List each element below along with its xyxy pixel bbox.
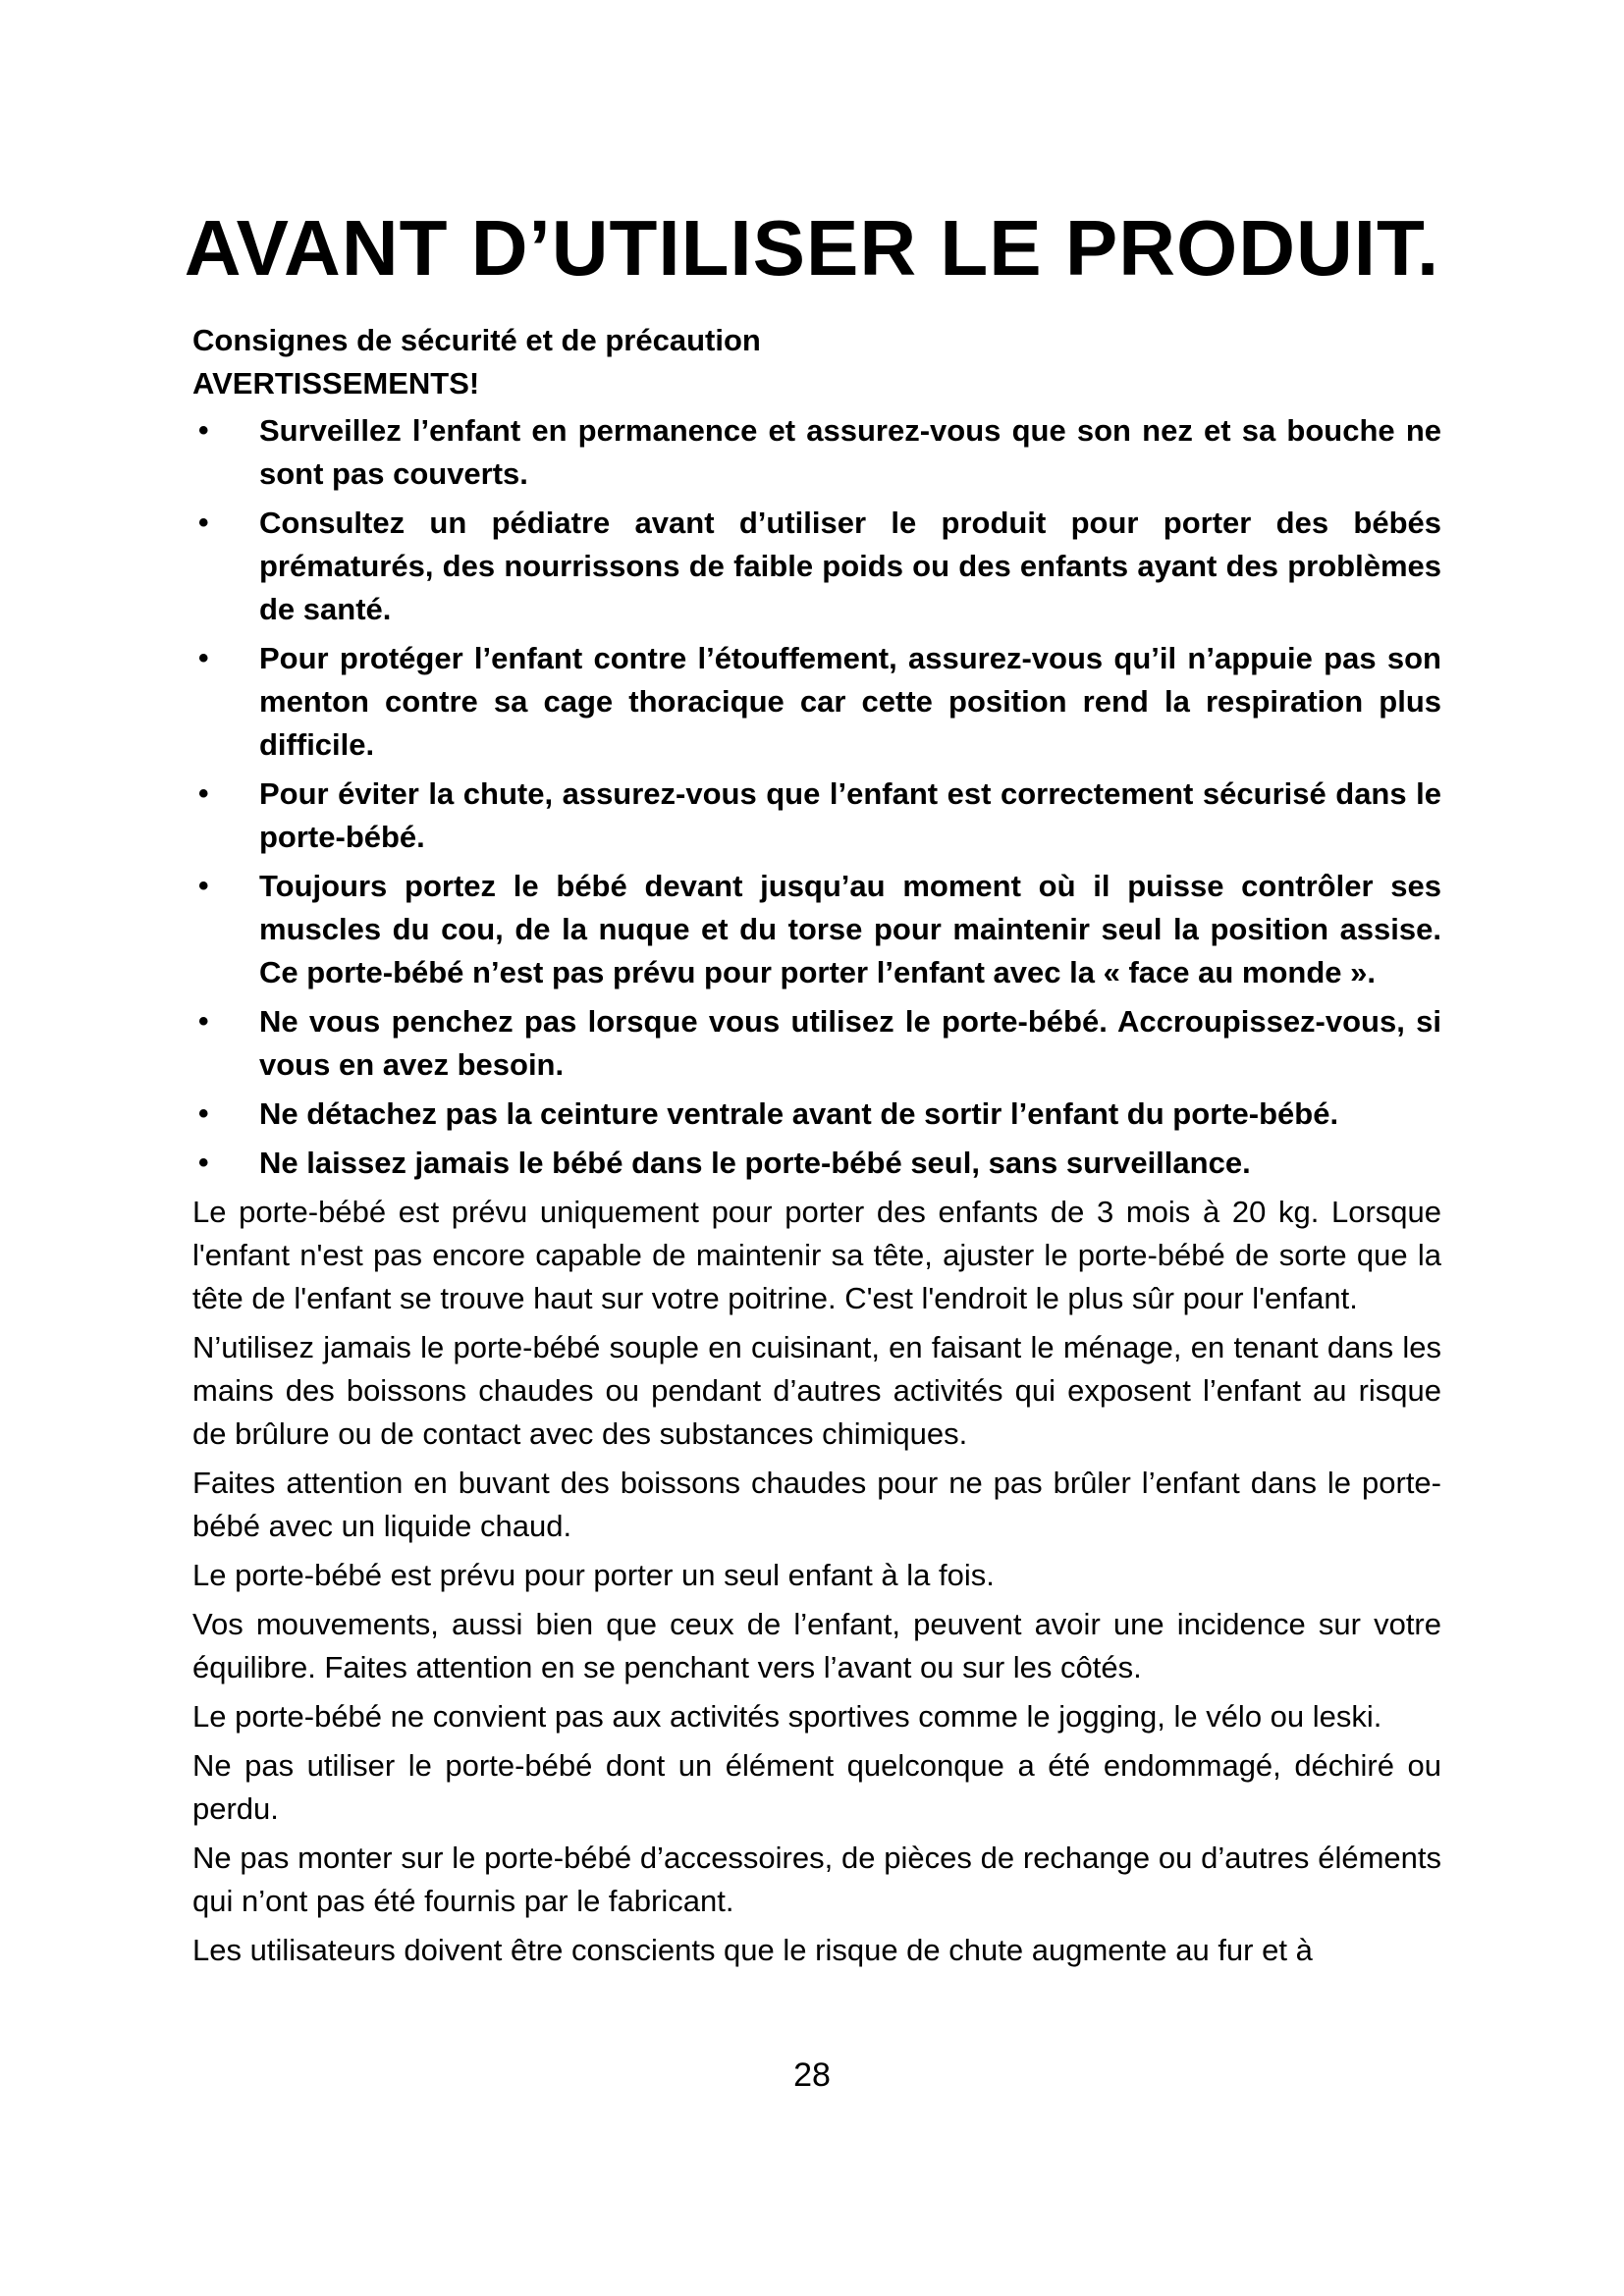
warning-text: Pour éviter la chute, assurez-vous que l’enfant est correctement sécurisé dans le porte-bébé. (259, 776, 1441, 854)
warning-item (192, 1000, 1441, 1087)
body-paragraph: Vos mouvements, aussi bien que ceux de l’enfant, peuvent avoir une incidence sur votre équilibre. Faites attention en se penchant vers l’avant ou sur les côtés. (192, 1607, 1441, 1684)
bullet-icon: • (198, 1005, 209, 1038)
bullet-icon: • (198, 870, 209, 902)
body-paragraph: N’utilisez jamais le porte-bébé souple en cuisinant, en faisant le ménage, en tenant dans les mains des boissons chaudes ou pendant d’autres activités qui exposent l’enfant au risque de brûlure ou de contact avec des substances chimiques. (192, 1330, 1441, 1451)
page-title: AVANT D’UTILISER LE PRODUIT. (184, 204, 1440, 292)
warning-item (192, 502, 1441, 631)
warning-text: Ne détachez pas la ceinture ventrale avant de sortir l’enfant du porte-bébé. (259, 1096, 1339, 1131)
warning-text: Toujours portez le bébé devant jusqu’au moment où il puisse contrôler ses muscles du cou, de la nuque et du torse pour maintenir seul la position assise. Ce porte-bébé n’est pas prévu pour porter l’enfant avec la « face au monde ». (259, 869, 1441, 989)
warning-list (192, 409, 1441, 1185)
page-content (192, 319, 1441, 1978)
warning-item (192, 409, 1441, 496)
body-paragraph: Le porte-bébé est prévu pour porter un seul enfant à la fois. (192, 1558, 995, 1592)
section-heading: Consignes de sécurité et de précaution (192, 323, 761, 357)
body-paragraph: Le porte-bébé ne convient pas aux activités sportives comme le jogging, le vélo ou leski. (192, 1699, 1382, 1734)
warning-item (192, 1142, 1441, 1185)
warning-text: Pour protéger l’enfant contre l’étouffement, assurez-vous qu’il n’appuie pas son menton contre sa cage thoracique car cette position rend la respiration plus difficile. (259, 641, 1441, 762)
body-paragraph: Faites attention en buvant des boissons chaudes pour ne pas brûler l’enfant dans le porte-bébé avec un liquide chaud. (192, 1466, 1441, 1543)
warning-item (192, 637, 1441, 767)
warning-text: Ne laissez jamais le bébé dans le porte-bébé seul, sans surveillance. (259, 1146, 1251, 1180)
body-paragraph: Les utilisateurs doivent être conscients que le risque de chute augmente au fur et à (192, 1933, 1313, 1967)
page-number: 28 (793, 2056, 831, 2094)
body-paragraph: Le porte-bébé est prévu uniquement pour porter des enfants de 3 mois à 20 kg. Lorsque l'enfant n'est pas encore capable de maintenir sa tête, ajuster le porte-bébé de sorte que la tête de l'enfant se trouve haut sur votre poitrine. C'est l'endroit le plus sûr pour l'enfant. (192, 1195, 1441, 1315)
warning-text: Surveillez l’enfant en permanence et assurez-vous que son nez et sa bouche ne sont pas couverts. (259, 413, 1441, 491)
bullet-icon: • (198, 642, 209, 674)
warning-item (192, 1093, 1441, 1136)
body-paragraph: Ne pas monter sur le porte-bébé d’accessoires, de pièces de rechange ou d’autres éléments qui n’ont pas été fournis par le fabricant. (192, 1841, 1441, 1918)
bullet-icon: • (198, 777, 209, 810)
warning-text: Ne vous penchez pas lorsque vous utilisez le porte-bébé. Accroupissez-vous, si vous en avez besoin. (259, 1004, 1441, 1082)
warning-item (192, 865, 1441, 994)
warning-item (192, 773, 1441, 859)
warning-text: Consultez un pédiatre avant d’utiliser le produit pour porter des bébés prématurés, des nourrissons de faible poids ou des enfants ayant des problèmes de santé. (259, 506, 1441, 626)
bullet-icon: • (198, 1147, 209, 1179)
bullet-icon: • (198, 507, 209, 539)
bullet-icon: • (198, 1097, 209, 1130)
body-paragraph: Ne pas utiliser le porte-bébé dont un élément quelconque a été endommagé, déchiré ou perdu. (192, 1748, 1441, 1826)
warning-heading: AVERTISSEMENTS! (192, 366, 480, 400)
bullet-icon: • (198, 414, 209, 447)
